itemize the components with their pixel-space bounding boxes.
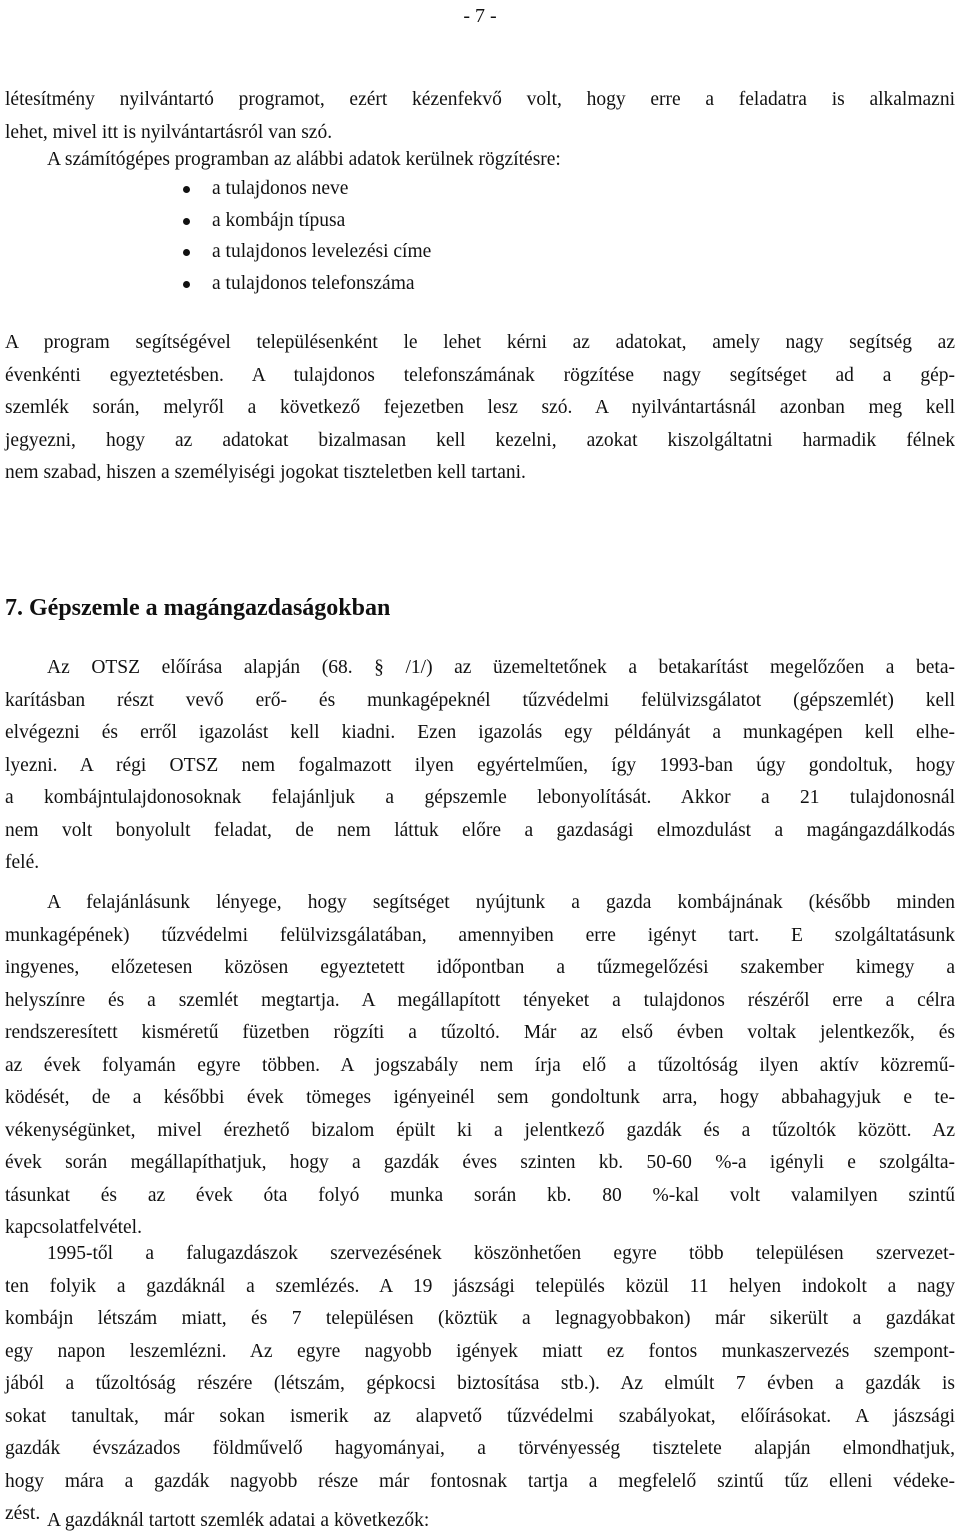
text-line: ten folyik a gazdáknál a szemlézés. A 19 jászsági település közül 11 helyen indokolt a nagy [5, 1275, 955, 1297]
otsz-paragraph [5, 652, 955, 880]
text-line: Az OTSZ előírása alapján (68. § /1/) az üzemeltetőnek a betakarítást megelőzően a beta- [47, 657, 955, 678]
text-line: ingyenes, előzetesen közösen egyeztetett időpontban a tűzmegelőzési szakember kimegy a [5, 957, 955, 978]
text-line: A gazdáknál tartott szemlék adatai a következők: [47, 1510, 430, 1531]
text-line: egy napon leszemlézni. Az egyre nagyobb igények miatt ez fontos munkaszervezés szempont- [5, 1340, 955, 1362]
text-line: kombájn létszám miatt, és 7 településen (köztük a legnagyobbakon) már sikerült a gazdákat [5, 1308, 955, 1329]
text-line: A számítógépes programban az alábbi adatok kerülnek rögzítésre: [47, 149, 561, 170]
closing-line [47, 1505, 947, 1538]
text-line: évek során megállapíthatjuk, hogy a gazdák éves szinten kb. 50-60 %-a igényli e szolgálta- [5, 1152, 955, 1173]
bullet-icon [183, 218, 190, 225]
text-line: a kombájntulajdonosoknak felajánljuk a gépszemle lebonyolítását. Akkor a 21 tulajdonosnál [5, 787, 955, 808]
text-line: létesítmény nyilvántartó programot, ezért kézenfekvő volt, hogy erre a feladatra is alkalmazni [5, 89, 955, 110]
text-line: vékenységünket, mivel érezhető bizalom épült ki a jelentkező gazdák és a tűzoltók között. Az [5, 1119, 955, 1141]
program-paragraph [5, 327, 955, 490]
text-line: 1995-től a falugazdászok szervezésének köszönhetően egyre több településen szervezet- [47, 1243, 955, 1264]
text-line: zést. [5, 1503, 41, 1524]
text-line: jából a tűzoltóság részére (létszám, gépkocsi biztosítása stb.). Az elmúlt 7 évben a gazdák is [5, 1373, 955, 1394]
text-line: nem szabad, hiszen a személyiségi jogokat tiszteletben kell tartani. [5, 462, 526, 483]
list-item: a tulajdonos levelezési címe [0, 236, 431, 268]
text-line: karításban részt vevő erő- és munkagépeknél tűzvédelmi felülvizsgálatot (gépszemlét) kell [5, 689, 955, 711]
text-line: lehet, mivel itt is nyilvántartásról van szó. [5, 121, 333, 143]
bullet-icon [183, 186, 190, 193]
text-line: sokat tanultak, már sokan ismerik az alapvető tűzvédelmi szabályokat, előírásokat. A jászsági [5, 1405, 955, 1427]
text-line: hogy mára a gazdák nagyobb része már fontosnak tartja a megfelelő szintű tűz elleni védeke- [5, 1470, 955, 1492]
paragraph-1995 [5, 1238, 955, 1531]
text-line: kapcsolatfelvétel. [5, 1217, 142, 1238]
text-line: ködését, de a későbbi évek tömeges igényeinél sem gondoltunk arra, hogy abbahagyjuk e te- [5, 1087, 955, 1108]
text-line: az évek folyamán egyre többen. A jogszabály nem írja elő a tűzoltóság ilyen aktív közremű- [5, 1054, 955, 1076]
text-line: munkagépének) tűzvédelmi felülvizsgálatában, amennyiben erre igényt tart. E szolgáltatásunk [5, 924, 955, 946]
offer-paragraph [5, 887, 955, 1245]
text-line: rendszeresített kisméretű füzetben rögzíti a tűzoltó. Már az első évben voltak jelentkezők, és [5, 1022, 955, 1043]
text-line: helyszínre és a szemlét megtartja. A megállapított tényeket a tulajdonos részéről erre a célra [5, 989, 955, 1011]
text-line: elvégezni és erről igazolást kell kiadni. Ezen igazolás egy példányát a munkagépen kell elhe- [5, 722, 955, 743]
list-item: a tulajdonos telefonszáma [0, 268, 431, 300]
text-line: felé. [5, 852, 40, 873]
intro-paragraph [5, 84, 955, 149]
bullet-icon [183, 281, 190, 288]
text-line: gazdák évszázados földművelő hagyományai, a törvényesség tisztelete alapján elmondhatjuk, [5, 1438, 955, 1459]
page-number: - 7 - [463, 5, 497, 27]
text-line: nem volt bonyolult feladat, de nem láttuk előre a gazdasági elmozdulást a magángazdálkodás [5, 819, 955, 841]
list-intro [47, 144, 947, 177]
text-line: évenkénti egyeztetésben. A tulajdonos telefonszámának rögzítése nagy segítséget ad a gép- [5, 364, 955, 386]
text-line: tásunkat és az évek óta folyó munka során kb. 80 %-kal volt valamilyen szintű [5, 1184, 955, 1206]
bullet-icon [183, 249, 190, 256]
text-line: jegyezni, hogy az adatokat bizalmasan kell kezelni, azokat kiszolgáltatni harmadik félnek [5, 429, 955, 451]
list-item: a tulajdonos neve [0, 173, 431, 205]
list-item: a kombájn típusa [0, 205, 431, 237]
text-line: A program segítségével településenként le lehet kérni az adatokat, amely nagy segítség az [5, 332, 955, 353]
text-line: lyezni. A régi OTSZ nem fogalmazott ilyen egyértelműen, így 1993-ban úgy gondoltuk, hogy [5, 754, 955, 776]
section-heading: 7. Gépszemle a magángazdaságokban [5, 595, 391, 621]
text-line: szemlék során, melyről a következő fejezetben lesz szó. A nyilvántartásnál azonban meg kell [5, 397, 955, 418]
text-line: A felajánlásunk lényege, hogy segítséget nyújtunk a gazda kombájnának (később minden [47, 892, 955, 913]
data-fields-list [0, 173, 431, 299]
